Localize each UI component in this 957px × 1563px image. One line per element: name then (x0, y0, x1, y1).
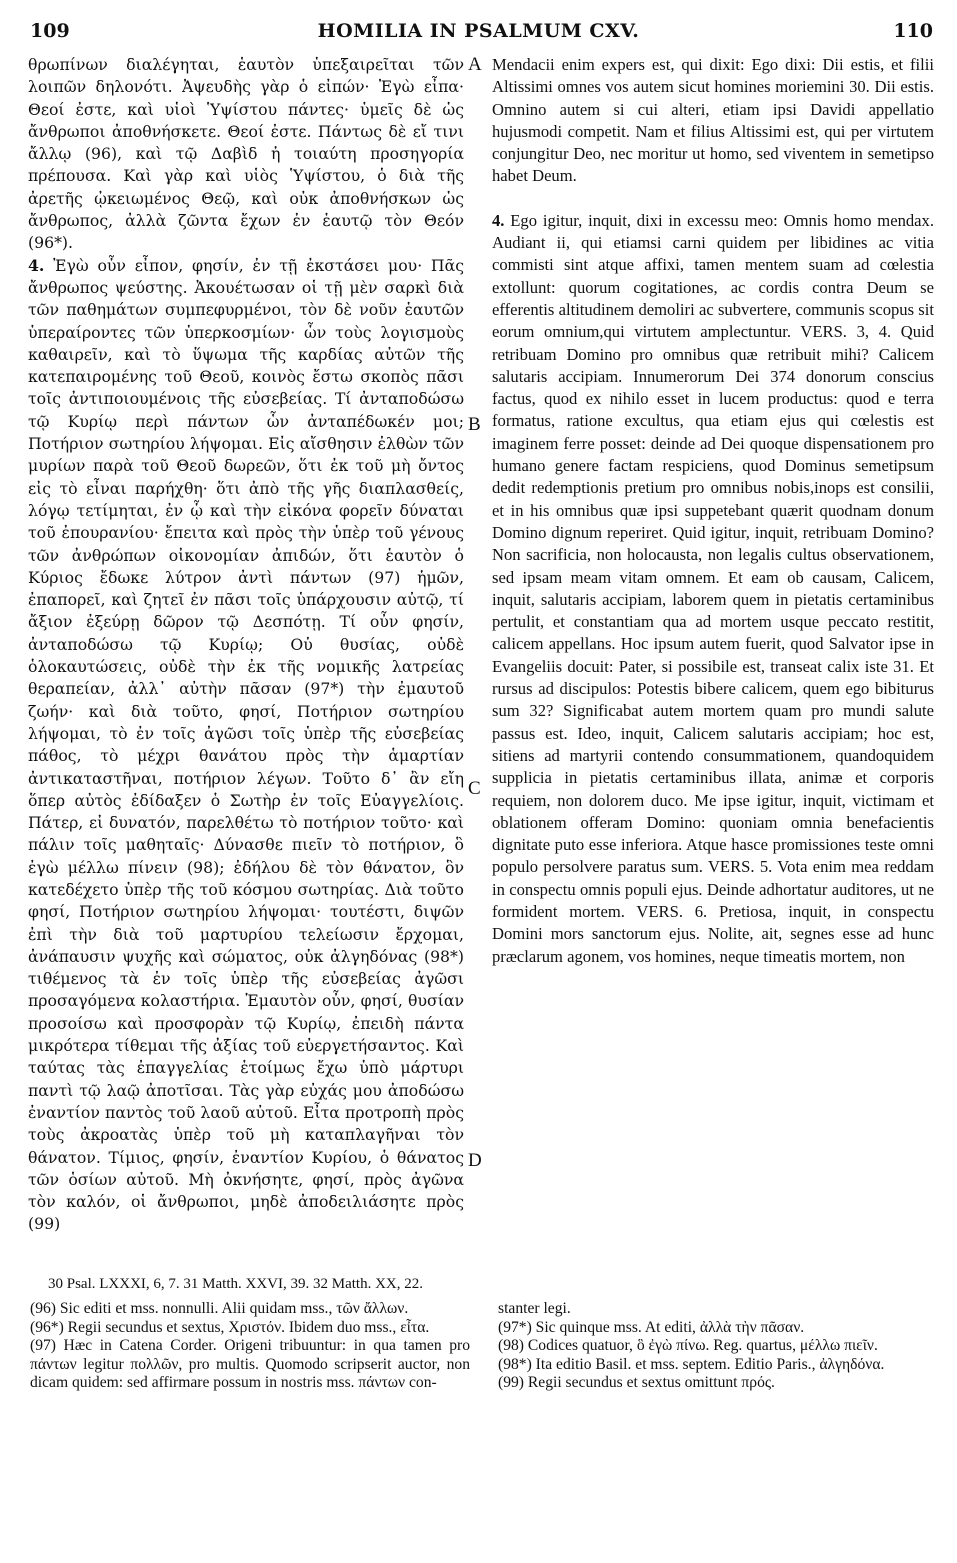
margin-letter-c: C (468, 778, 481, 799)
page-number-right: 110 (893, 20, 933, 42)
footnote: (96) Sic editi et mss. nonnulli. Alii quidam mss., τῶν ἄλλων. (30, 1300, 409, 1317)
footnotes-right (498, 1300, 934, 1393)
margin-letter-a: A (468, 54, 482, 75)
footnote: (98*) Ita editio Basil. et mss. septem. Editio Paris., ἀλγηδόνα. (498, 1355, 885, 1373)
margin-letter-b: B (468, 414, 481, 435)
margin-letter-d: D (468, 1150, 482, 1171)
section-number: 4. (492, 210, 505, 230)
greek-paragraph-1: θρωπίνων διαλέγηται, ἑαυτὸν ὑπεξαιρεῖται τῶν λοιπῶν δηλονότι. Ἀψευδὴς γὰρ ὁ εἰπών· Ἐγὼ εἶπα· Θεοί ἐστε, καὶ υἱοὶ Ὑψίστου πάντες· ὑμεῖς δὲ ὡς ἄνθρωποι ἀποθνήσκετε. Θεοί ἐστε. Πάντως δὲ εἴ τινι ἄλλῳ (96), καὶ τῷ Δαβὶδ ἡ τοιαύτη προσηγορία πρέπουσα. Καὶ γὰρ καὶ υἱὸς Ὑψίστου, ὁ διὰ τῆς ἀρετῆς ᾠκειωμένος Θεῷ, καὶ οὐκ ἀποθνήσκων ὡς ἄνθρωπος, ἀλλὰ ζῶντα ἔχων ἐν ἑαυτῷ τὸν Θεόν (96*). (28, 55, 464, 253)
footnote: stanter legi. (498, 1300, 571, 1317)
latin-paragraph-2-text: Ego igitur, inquit, dixi in excessu meo: Omnis homo mendax. Audiant ii, qui etiamsi carni quidem per libidines ac vitia commisti sint atque affixi, tamen mentem suam ad cœlestia extollunt: quorum cogitationes, ac cordis contra Deum se efferentis altitudinem demoliri ac subvertere, communis scopus sit eorum omnium,qui virtutem amplectuntur. VERS. 3, 4. Quid retribuam Domino pro omnibus quæ retribuit mihi? Calicem salutaris accipiam. Innumerorum Dei 374 donorum conscius factus, quod ex nihilo esset in lucem productus: quod e terra formatus, ratione excultus, qua etiam ejus qui cœlestis est imaginem ferre posset: deinde ad Dei quoque dispensationem pro humano genere factam respiciens, quod Dominus semetipsum dedit redemptionis pretium pro omnibus nobis,inops est consilii, et in his omnibus quæ ipsi suppetebant quærit quodnam donum Domino dignum reperiret. Quid igitur, inquit, retribuam Domino? Non sacrificia, non holocausta, non legalis cultus observationem, sed ipsam meam vitam omnem. Et eam ob causam, Calicem, inquit, salutaris accipiam, laborem quem in pietatis certaminibus pertulit, et constantiam qua ad mortem usque peccato restitit, calicem appellans. Hoc ipsum autem fuerit, quod Salvator ipse in Evangeliis docuit: Pater, si possibile est, transeat calix iste 31. Et rursus ad discipulos: Potestis bibere calicem, quem ego bibiturus sum 32? Significabat autem mortem quam pro mundi salute passus est. Ideo, inquit, Calicem salutaris accipiam; hoc est, sitiens ad martyrii contendo consummationem, quandoquidem supplicia in pietatis certaminibus illata, animæ et corporis requiem, non dolorem duco. Me ipse igitur, inquit, victimam et oblationem offeram Domino: quoniam omnia benefacientis dignitate puto esse inferiora. Atque hasce promissiones teste omni populo persolvere paratus sum. VERS. 5. Vota enim mea reddam in conspectu omnis populi ejus. Deinde adhortatur auditores, ut ne formident mortem. VERS. 6. Pretiosa, inquit, in conspectu Domini mors sanctorum ejus. Nolite, ait, segnes esse ad hunc præclarum agonem, vos homines, neque timeatis mortem, non (492, 210, 934, 966)
section-number: 4. (28, 255, 45, 275)
footnote: (97) Hæc in Catena Corder. Origeni tribuuntur: in qua tamen pro πάντων legitur πολλῶν, pro multis. Quomodo scripserit auctor, non dicam quidem: sed affirmare possum in nostris mss. πάντων con- (30, 1337, 470, 1392)
greek-paragraph-2 (28, 255, 464, 1236)
footnote: (99) Regii secundus et sextus omittunt πρός. (498, 1374, 775, 1392)
greek-paragraph-2-text: Ἐγὼ οὖν εἶπον, φησίν, ἐν τῇ ἐκστάσει μου· Πᾶς ἄνθρωπος ψεύστης. Ἀκουέτωσαν οἱ τῇ μὲν σαρκὶ διὰ τῶν παθημάτων συμπεφυρμένοι, τὸν δὲ νοῦν ἑαυτῶν ὑπεραίροντες τῶν ὑπερκοσμίων· ὧν τοὺς λογισμοὺς καθαιρεῖν, καὶ τὸ ὕψωμα τῆς καρδίας αὐτῶν τῆς κατεπαιρομένης τοῦ Θεοῦ, κοινὸς ἔστω σκοπὸς πᾶσι τοῖς ἀντιποιουμένοις τῆς εὐσεβείας. Τί ἀνταποδώσω τῷ Κυρίῳ περὶ πάντων ὧν ἀνταπέδωκέν μοι; Ποτήριον σωτηρίου λήψομαι. Εἰς αἴσθησιν ἐλθὼν τῶν μυρίων παρὰ τοῦ Θεοῦ δωρεῶν, ὅτι ἐκ τοῦ μὴ ὄντος εἰς τὸ εἶναι παρήχθη· ὅτι ἀπὸ τῆς γῆς διαπλασθείς, λόγῳ τετίμηται, ἐν ᾧ καὶ τὴν εἰκόνα φορεῖν δύναται τοῦ ἐπουρανίου· ἔπειτα καὶ πρὸς τὴν ὑπὲρ τοῦ γένους τῶν ἀνθρώπων οἰκονομίαν ἀπιδών, ὅτι ἑαυτὸν ὁ Κύριος ἔδωκε λύτρον ἀντὶ πάντων (97) ἡμῶν, ἐπαπορεῖ, καὶ ζητεῖ ἐν πᾶσι τοῖς ὑπάρχουσιν αὐτῷ, τί ἄξιον ἐξεύρῃ δῶρον τῷ Δεσπότῃ. Τί οὖν φησίν, ἀνταποδώσω τῷ Κυρίῳ; Οὐ θυσίας, οὐδὲ ὁλοκαυτώσεις, οὐδὲ τὴν ἐκ τῆς νομικῆς λατρείας θεραπείαν, ἀλλ᾽ αὐτὴν πᾶσαν (97*) τὴν ἐμαυτοῦ ζωήν· καὶ διὰ τοῦτο, φησί, Ποτήριον σωτηρίου λήψομαι, τὸ ἐν τοῖς ἀγῶσι τοῖς ὑπὲρ τῆς εὐσεβείας πάθος, τὸ μέχρι θανάτου πρὸς τὴν ἁμαρτίαν ἀντικαταστῆναι, ποτήριον λέγων. Τοῦτο δ᾽ ἂν εἴη ὅπερ αὐτὸς ἐδίδαξεν ὁ Σωτὴρ ἐν τοῖς Εὐαγγελίοις. Πάτερ, εἰ δυνατόν, παρελθέτω τὸ ποτήριον τοῦτο· καὶ πάλιν τοῖς μαθηταῖς· Δύνασθε πιεῖν τὸ ποτήριον, ὃ ἐγὼ μέλλω πίνειν (98); ἐδήλου δὲ τὸν θάνατον, ὃν κατεδέχετο ὑπὲρ τῆς τοῦ κόσμου σωτηρίας. Διὰ τοῦτο φησί, Ποτήριον σωτηρίου λήψομαι· τουτέστι, διψῶν ἐπὶ τὴν διὰ τοῦ μαρτυρίου τελείωσιν ἔρχομαι, ἀνάπαυσιν ψυχῆς καὶ σώματος, οὐκ ἀλγηδόνας (98*) τιθέμενος τὰ ἐν τοῖς ὑπὲρ τῆς εὐσεβείας ἀγῶσι προσαγόμενα κολαστήρια. Ἐμαυτὸν οὖν, φησί, θυσίαν προσοίσω καὶ προσφορὰν τῷ Κυρίῳ, ἐπειδὴ πάντα μικρότερα τίθεμαι τῆς ἀξίας τοῦ εὐεργετήσαντος. Καὶ ταύτας τὰς ἐπαγγελίας ἑτοίμως ἔχω ὑπὸ μάρτυρι παντὶ τῷ λαῷ ἀποτῖσαι. Τὰς γὰρ εὐχάς μου ἀποδώσω ἐναντίον παντὸς τοῦ λαοῦ αὐτοῦ. Εἶτα προτροπὴ πρὸς τοὺς ἀκροατὰς ὑπὲρ τοῦ μὴ καταπλαγῆναι τὸν θάνατον. Τίμιος, φησίν, ἐναντίον Κυρίου, ὁ θάνατος τῶν ὁσίων αὐτοῦ. Μὴ ὀκνήσητε, φησί, πρὸς ἀγῶνα τὸν καλόν, οἱ ἄνθρωποι, μηδὲ ἀποδειλιάσητε πρὸς (99) (28, 255, 464, 1234)
latin-paragraph-1: Mendacii enim expers est, qui dixit: Ego dixi: Dii estis, et filii Altissimi omnes vos autem sicut homines moriemini 30. Dii estis. Omnino autem si cui alteri, etiam ipsi Davidi appellatio hujusmodi competit. Nam et filius Altissimi est, qui per virtutem conjungitur Deo, nec moritur ut homo, sed viventem in semetipso habet Deum. (492, 55, 934, 186)
latin-paragraph-2 (492, 210, 934, 968)
scripture-references: 30 Psal. LXXXI, 6, 7. 31 Matth. XXVI, 39. 32 Matth. XX, 22. (48, 1276, 423, 1292)
page-number-left: 109 (30, 20, 70, 42)
paragraph-gap (492, 188, 934, 210)
footnote: (96*) Regii secundus et sextus, Χριστόν. Ibidem duo mss., εἶτα. (30, 1318, 430, 1336)
page-header (0, 14, 957, 48)
footnote: (97*) Sic quinque mss. At editi, ἀλλὰ τὴν πᾶσαν. (498, 1318, 805, 1336)
latin-column (492, 54, 934, 968)
greek-column (28, 54, 464, 1236)
footnotes-left (30, 1300, 470, 1393)
footnote: (98) Codices quatuor, ὃ ἐγὼ πίνω. Reg. quartus, μέλλω πιεῖν. (498, 1337, 878, 1355)
running-title: HOMILIA IN PSALMUM CXV. (317, 20, 640, 42)
